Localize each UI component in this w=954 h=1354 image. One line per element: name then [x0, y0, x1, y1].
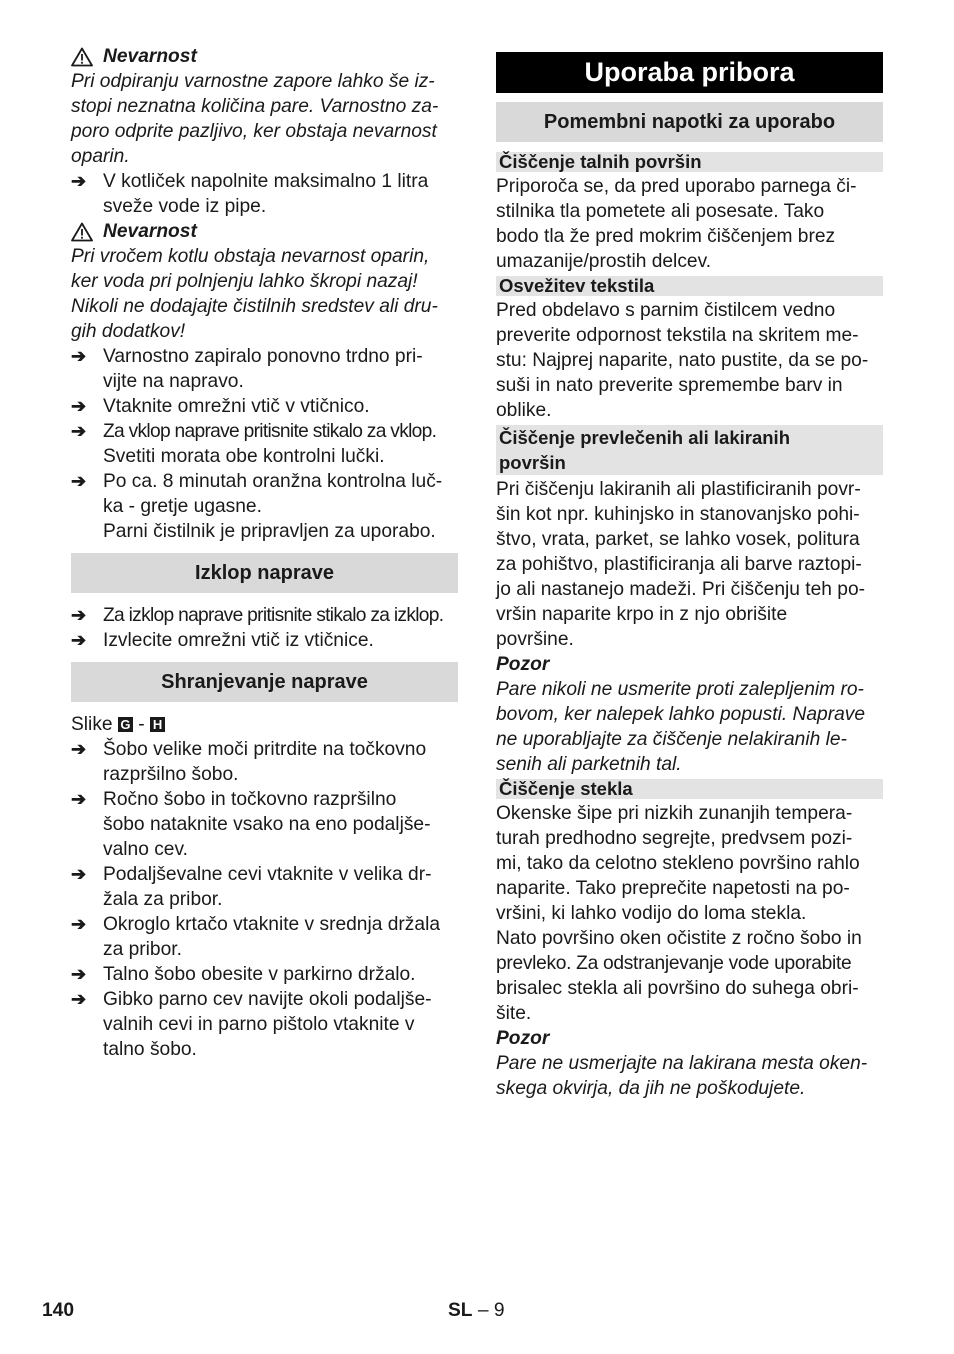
- subsection-heading: Čiščenje prevlečenih ali lakiranih površin: [496, 425, 883, 475]
- instruction-step: ➔ Vtaknite omrežni vtič v vtičnico.: [71, 396, 370, 417]
- paragraph-line: stilnika tla pometete ali posesate. Tako: [496, 201, 825, 222]
- paragraph-line: Pri čiščenju lakiranih ali plastificiranih povr-: [496, 479, 861, 500]
- instruction-step: ➔ Podaljševalne cevi vtaknite v velika dr- žala za pribor.: [71, 864, 432, 910]
- instruction-step: ➔ Šobo velike moči pritrdite na točkovno razpršilno šobo.: [71, 739, 427, 785]
- paragraph-line: suši in nato preverite spremembe barv in: [496, 375, 843, 396]
- instruction-step: ➔ Okroglo krtačo vtaknite v srednja držala za pribor.: [71, 914, 440, 960]
- arrow-right-icon: ➔: [71, 739, 87, 759]
- section-heading-shranjevanje: Shranjevanje naprave: [71, 662, 458, 702]
- warning-text: ker voda pri polnjenju lahko škropi nazaj!: [71, 271, 418, 292]
- chapter-heading: Uporaba pribora: [496, 52, 883, 93]
- warning-triangle-icon: [71, 47, 93, 67]
- arrow-right-icon: ➔: [71, 396, 87, 416]
- paragraph-line: Nato površino oken očistite z ročno šobo in: [496, 928, 862, 949]
- caution-title: Pozor: [496, 654, 550, 675]
- arrow-right-icon: ➔: [71, 471, 87, 491]
- figure-label-g: G: [118, 717, 133, 732]
- paragraph-line: brisalec stekla ali površino do suhega obri-: [496, 978, 859, 999]
- warning-text: gih dodatkov!: [71, 321, 186, 342]
- language-code: SL: [448, 1300, 473, 1321]
- instruction-step: ➔ Po ca. 8 minutah oranžna kontrolna luč- ka - gretje ugasne. Parni čistilnik je pripravljen za uporabo.: [71, 471, 443, 542]
- paragraph-line: šite.: [496, 1003, 532, 1024]
- paragraph-line: stu: Najprej naparite, nato pustite, da se po-: [496, 350, 869, 371]
- paragraph-line: jo ali nastanejo madeži. Pri čiščenju teh po-: [496, 579, 866, 600]
- right-column: [496, 44, 883, 1101]
- figure-label-h: H: [150, 717, 165, 732]
- subsection-heading: Čiščenje talnih površin: [496, 152, 883, 172]
- paragraph-line: prevleko. Za odstranjevanje vode uporabite: [496, 953, 852, 974]
- instruction-step: ➔ Za izklop naprave pritisnite stikalo za izklop.: [71, 605, 444, 626]
- warning-text: poro odprite pazljivo, ker obstaja nevarnost: [71, 121, 437, 142]
- instruction-step: ➔ Izvlecite omrežni vtič iz vtičnice.: [71, 630, 374, 651]
- paragraph-line: površine.: [496, 629, 574, 650]
- warning-text: Nikoli ne dodajajte čistilnih sredstev ali dru-: [71, 296, 438, 317]
- paragraph-line: Priporoča se, da pred uporabo parnega či-: [496, 176, 857, 197]
- arrow-right-icon: ➔: [71, 914, 87, 934]
- arrow-right-icon: ➔: [71, 171, 87, 191]
- arrow-right-icon: ➔: [71, 864, 87, 884]
- caution-text: bovom, ker nalepek lahko popusti. Naprave: [496, 704, 866, 725]
- paragraph-line: oblike.: [496, 400, 552, 421]
- warning-text: stopi neznatna količina pare. Varnostno za-: [71, 96, 439, 117]
- arrow-right-icon: ➔: [71, 346, 87, 366]
- paragraph-line: umazanije/prostih delcev.: [496, 251, 712, 272]
- caution-text: Pare nikoli ne usmerite proti zalepljenim ro-: [496, 679, 864, 700]
- section-page: – 9: [477, 1300, 505, 1321]
- caution-title: Pozor: [496, 1028, 550, 1049]
- paragraph-line: vršin naparite krpo in z njo obrišite: [496, 604, 788, 625]
- instruction-step: ➔ Varnostno zapiralo ponovno trdno pri- vijte na napravo.: [71, 346, 423, 392]
- paragraph-line: bodo tla že pred mokrim čiščenjem brez: [496, 226, 836, 247]
- warning-triangle-icon: [71, 222, 93, 242]
- warning-text: Pri vročem kotlu obstaja nevarnost oparin,: [71, 246, 430, 267]
- warning-heading: [71, 44, 458, 69]
- warning-heading: [71, 219, 458, 244]
- subsection-heading: Osvežitev tekstila: [496, 276, 883, 296]
- paragraph-line: Okenske šipe pri nizkih zunanjih tempera-: [496, 803, 853, 824]
- paragraph-line: turah predhodno segrejte, predvsem pozi-: [496, 828, 853, 849]
- paragraph-line: preverite odpornost tekstila na skritem me-: [496, 325, 859, 346]
- instruction-step: ➔ Gibko parno cev navijte okoli podaljše- valnih cevi in parno pištolo vtaknite v talno šobo.: [71, 989, 432, 1060]
- arrow-right-icon: ➔: [71, 989, 87, 1009]
- instruction-step: ➔ V kotliček napolnite maksimalno 1 litra sveže vode iz pipe.: [71, 171, 429, 217]
- caution-text: Pare ne usmerjajte na lakirana mesta oken-: [496, 1053, 868, 1074]
- warning-text: Pri odpiranju varnostne zapore lahko še iz-: [71, 71, 435, 92]
- section-heading-izklop: Izklop naprave: [71, 553, 458, 593]
- caution-text: ne uporabljajte za čiščenje nelakiranih le-: [496, 729, 847, 750]
- arrow-right-icon: ➔: [71, 421, 87, 441]
- arrow-right-icon: ➔: [71, 630, 87, 650]
- paragraph-line: mi, tako da celotno stekleno površino rahlo: [496, 853, 860, 874]
- paragraph-line: šin kot npr. kuhinjsko in stanovanjsko pohi-: [496, 504, 860, 525]
- caution-text: senih ali parketnih tal.: [496, 754, 682, 775]
- warning-title: Nevarnost: [103, 46, 197, 67]
- warning-title: Nevarnost: [103, 221, 197, 242]
- paragraph-line: za pohištvo, plastificiranja ali barve raztopi-: [496, 554, 862, 575]
- paragraph-line: štvo, vrata, parket, se lahko vosek, politura: [496, 529, 860, 550]
- arrow-right-icon: ➔: [71, 605, 87, 625]
- instruction-step: ➔ Talno šobo obesite v parkirno držalo.: [71, 964, 416, 985]
- left-column: [71, 44, 458, 1062]
- instruction-step: ➔ Za vklop naprave pritisnite stikalo za vklop. Svetiti morata obe kontrolni lučki.: [71, 421, 437, 467]
- warning-text: oparin.: [71, 146, 130, 167]
- subsection-heading: Čiščenje stekla: [496, 779, 883, 799]
- instruction-step: ➔ Ročno šobo in točkovno razpršilno šobo nataknite vsako na eno podaljše- valno cev.: [71, 789, 431, 860]
- footer-section-label: [448, 1298, 505, 1323]
- arrow-right-icon: ➔: [71, 964, 87, 984]
- section-heading-napotki: Pomembni napotki za uporabo: [496, 102, 883, 142]
- paragraph-line: vršini, ki lahko vodijo do loma stekla.: [496, 903, 807, 924]
- page-number: 140: [42, 1300, 75, 1321]
- caution-text: skega okvirja, da jih ne poškodujete.: [496, 1078, 806, 1099]
- arrow-right-icon: ➔: [71, 789, 87, 809]
- paragraph-line: naparite. Tako preprečite napetosti na po-: [496, 878, 850, 899]
- paragraph-line: Pred obdelavo s parnim čistilcem vedno: [496, 300, 836, 321]
- figure-reference: Slike G - H: [71, 712, 458, 737]
